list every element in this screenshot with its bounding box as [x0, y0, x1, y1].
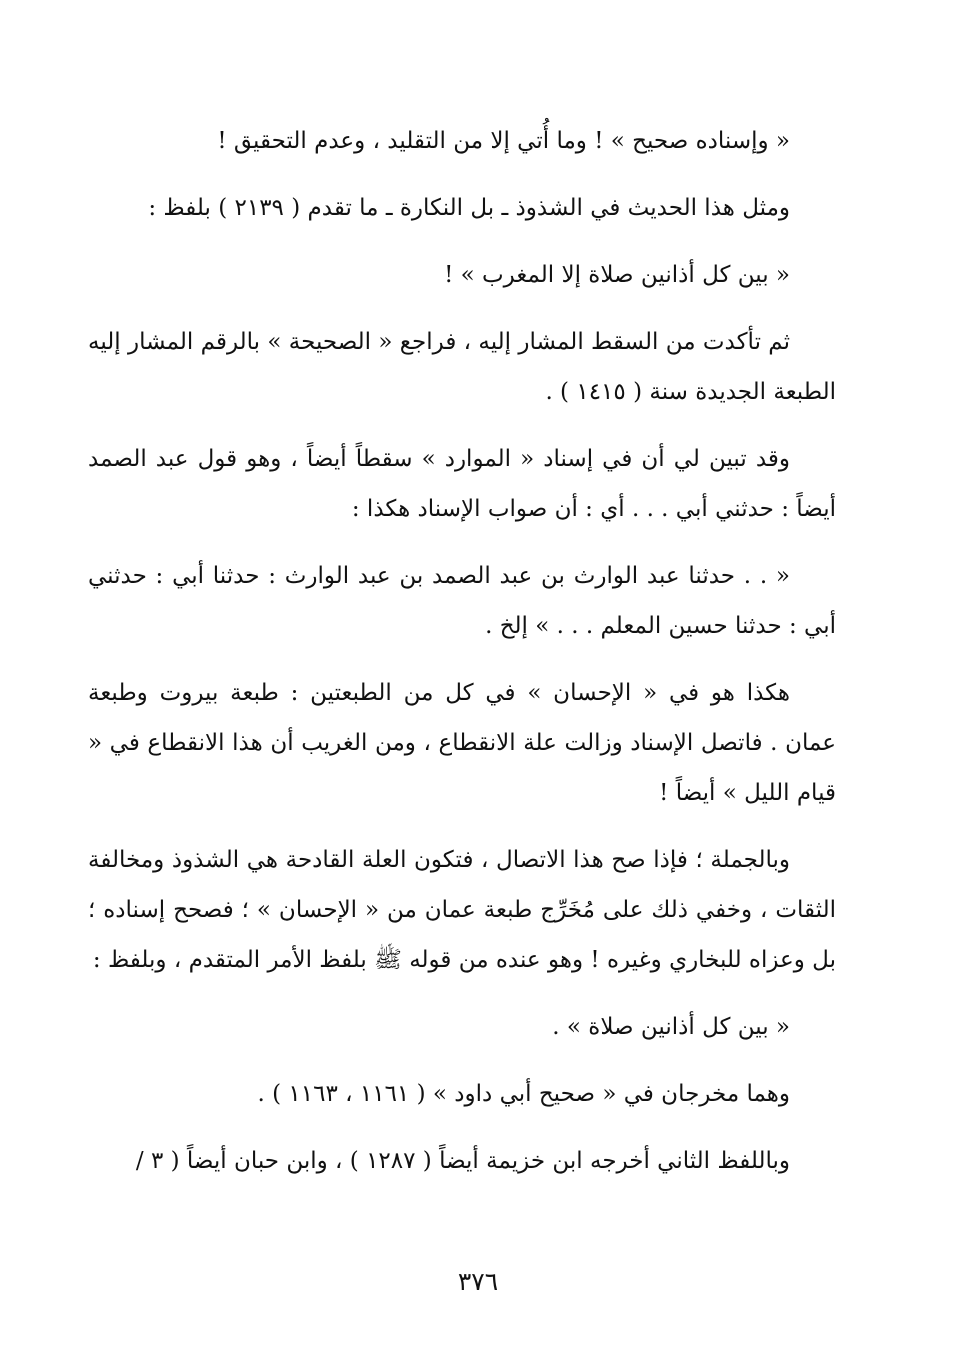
paragraph-1: « وإسناده صحيح » ! وما أُتي إلا من التقليد ، وعدم التحقيق !: [217, 128, 790, 154]
paragraph-10: وهما مخرجان في « صحيح أبي داود » ( ١١٦١ ، ١١٦٣ ) .: [257, 1081, 790, 1107]
body-text: [88, 116, 836, 1203]
paragraph-2: ومثل هذا الحديث في الشذوذ ـ بل النكارة ـ ما تقدم ( ٢١٣٩ ) بلفظ :: [148, 195, 790, 221]
paragraph-6-isnad: « . . حدثنا عبد الوارث بن عبد الصمد بن عبد الوارث : حدثنا أبي : حدثني أبي : حدثنا حسين المعلم . . . » إلخ .: [88, 563, 836, 639]
page-number: ٣٧٦: [457, 1267, 499, 1296]
paragraph-4: ثم تأكدت من السقط المشار إليه ، فراجع « الصحيحة » بالرقم المشار إليه الطبعة الجديدة سنة ( ١٤١٥ ) .: [88, 329, 836, 405]
paragraph-7: هكذا هو في « الإحسان » في كل من الطبعتين : طبعة بيروت وطبعة عمان . فاتصل الإسناد وزالت علة الانقطاع ، ومن الغريب أن هذا الانقطاع في « قيام الليل » أيضاً !: [88, 680, 836, 806]
paragraph-3-quote: « بين كل أذانين صلاة إلا المغرب » !: [444, 262, 790, 288]
paragraph-9-quote: « بين كل أذانين صلاة » .: [552, 1014, 790, 1040]
paragraph-11: وباللفظ الثاني أخرجه ابن خزيمة أيضاً ( ١٢٨٧ ) ، وابن حبان أيضاً ( ٣ /: [135, 1148, 790, 1174]
paragraph-5: وقد تبين لي أن في إسناد « الموارد » سقطاً أيضاً ، وهو قول عبد الصمد أيضاً : حدثني أبي . . . أي : أن صواب الإسناد هكذا :: [88, 446, 836, 522]
paragraph-8: وبالجملة ؛ فإذا صح هذا الاتصال ، فتكون العلة القادحة هي الشذوذ ومخالفة الثقات ، وخفي ذلك على مُخَرِّج طبعة عمان من « الإحسان » ؛ فصحح إسناده ؛ بل وعزاه للبخاري وغيره ! وهو عنده من قوله ﷺ بلفظ الأمر المتقدم ، وبلفظ :: [88, 847, 836, 973]
